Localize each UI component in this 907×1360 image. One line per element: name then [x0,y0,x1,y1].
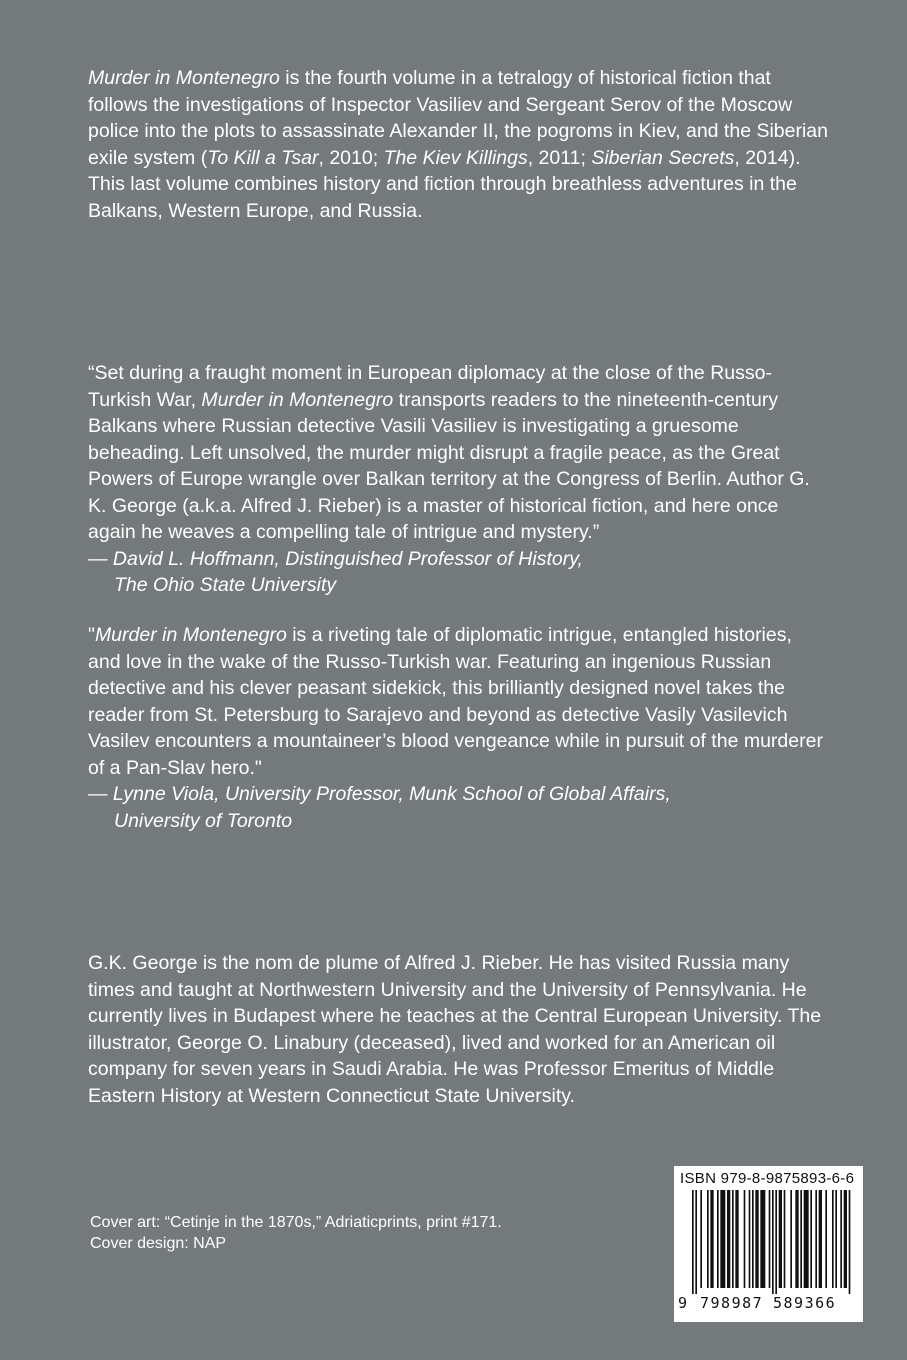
barcode-digits-right: 589366 [773,1294,837,1312]
barcode-bar [769,1190,771,1288]
barcode-bar [727,1190,730,1288]
quote-attribution: — David L. Hoffmann, Distinguished Professor of History, [88,547,583,570]
barcode-bar [800,1190,802,1288]
quote-affiliation: University of Toronto [114,809,293,832]
barcode-bar [760,1190,765,1288]
description-text: , 2010; [318,146,384,169]
book-title: Murder in Montenegro [201,388,394,411]
barcode-bar [779,1190,782,1288]
description-text: is the fourth volume in a tetralogy of historical fiction that follows the investigations of Inspector Vasiliev and Sergeant Serov of the Moscow police into the plots to assassinate Alexander II, the pogroms in Kiev, and the Siberian exile system ( [88,67,829,169]
quote-text: transports readers to the nineteenth-century Balkans where Russian detective Vasili Vasiliev is investigating a gruesome beheading. Left unsolved, the murder might disrupt a fragile peace, as the Great Powers of Europe wrangle over Balkan territory at the Congress of Berlin. Author G. K. George (a.k.a. Alfred J. Rieber) is a master of historical fiction, and here once again he weaves a compelling tale of intrigue and mystery.” [88,388,810,543]
quote-text: “Set during a fraught moment in European diplomacy at the close of the Russo-Turkish War, [88,362,772,411]
barcode-bar [752,1190,754,1288]
barcode-bar [840,1190,842,1288]
related-book-title: To Kill a Tsar [207,146,319,169]
barcode-digits-left: 798987 [700,1294,764,1312]
barcode-digit-first: 9 [678,1294,688,1312]
cover-design-credit: Cover design: NAP [90,1235,227,1252]
barcode-bar [819,1190,822,1288]
review-quote-viola [88,622,828,834]
cover-art-credit: Cover art: “Cetinje in the 1870s,” Adriaticprints, print #171. [90,1214,502,1231]
description-text: , 2014). This last volume combines history and fiction through breathless adventures in the Balkans, Western Europe, and Russia. [88,146,801,222]
barcode-bar [825,1190,827,1288]
barcode-bar [700,1190,702,1288]
review-quote-hoffmann [88,360,828,599]
isbn-barcode [674,1166,863,1322]
book-description [88,65,828,224]
barcode-bar [784,1190,786,1288]
book-title: Murder in Montenegro [88,67,280,89]
barcode-bar [717,1190,719,1288]
cover-credits [90,1212,502,1254]
related-book-title: The Kiev Killings [383,146,528,169]
barcode-bar [775,1190,777,1294]
barcode-bar [849,1190,851,1294]
barcode-bar [810,1190,812,1288]
barcode-bar [795,1190,798,1288]
quote-text: " [88,624,95,646]
barcode-bar [749,1190,751,1288]
description-text: , 2011; [527,146,592,169]
related-book-title: Siberian Secrets [591,146,735,169]
barcode-bar [744,1190,746,1288]
barcode-bar [695,1190,697,1294]
barcode-bar [772,1190,774,1294]
barcode-bar [844,1190,847,1288]
barcode-bar [720,1190,725,1288]
barcode-bar [707,1190,709,1288]
barcode-bar [804,1190,809,1288]
barcode-bar [732,1190,734,1288]
quote-text: is a riveting tale of diplomatic intrigue, entangled histories, and love in the wake of the Russo-Turkish war. Featuring an ingenious Russian detective and his clever peasant sidekick, this brilliantly designed novel takes the reader from St. Petersburg to Sarajevo and beyond as detective Vasily Vasilevich Vasilev encounters a mountaineer’s blood vengeance while in pursuit of the murderer of a Pan-Slav hero." [88,624,823,779]
barcode-bar [815,1190,817,1288]
isbn-label: ISBN 979-8-9875893-6-6 [680,1170,855,1187]
barcode-bar [735,1190,738,1288]
barcode-bars [692,1190,852,1294]
barcode-bar [755,1190,758,1288]
barcode-bar [832,1190,834,1288]
quote-affiliation: The Ohio State University [114,574,337,596]
barcode-bar [790,1190,792,1288]
barcode-bar [710,1190,713,1288]
quote-attribution: — Lynne Viola, University Professor, Munk School of Global Affairs, [88,783,671,805]
book-title: Murder in Montenegro [94,624,287,646]
author-bio: G.K. George is the nom de plume of Alfred J. Rieber. He has visited Russia many times and taught at Northwestern University and the University of Pennsylvania. He currently lives in Budapest where he teaches at the Central European University. The illustrator, George O. Linabury (deceased), lived and worked for an American oil company for seven years in Saudi Arabia. He was Professor Emeritus of Middle Eastern History at Western Connecticut State University. [88,952,822,1107]
barcode-bar [835,1190,837,1288]
barcode-bar [692,1190,694,1294]
